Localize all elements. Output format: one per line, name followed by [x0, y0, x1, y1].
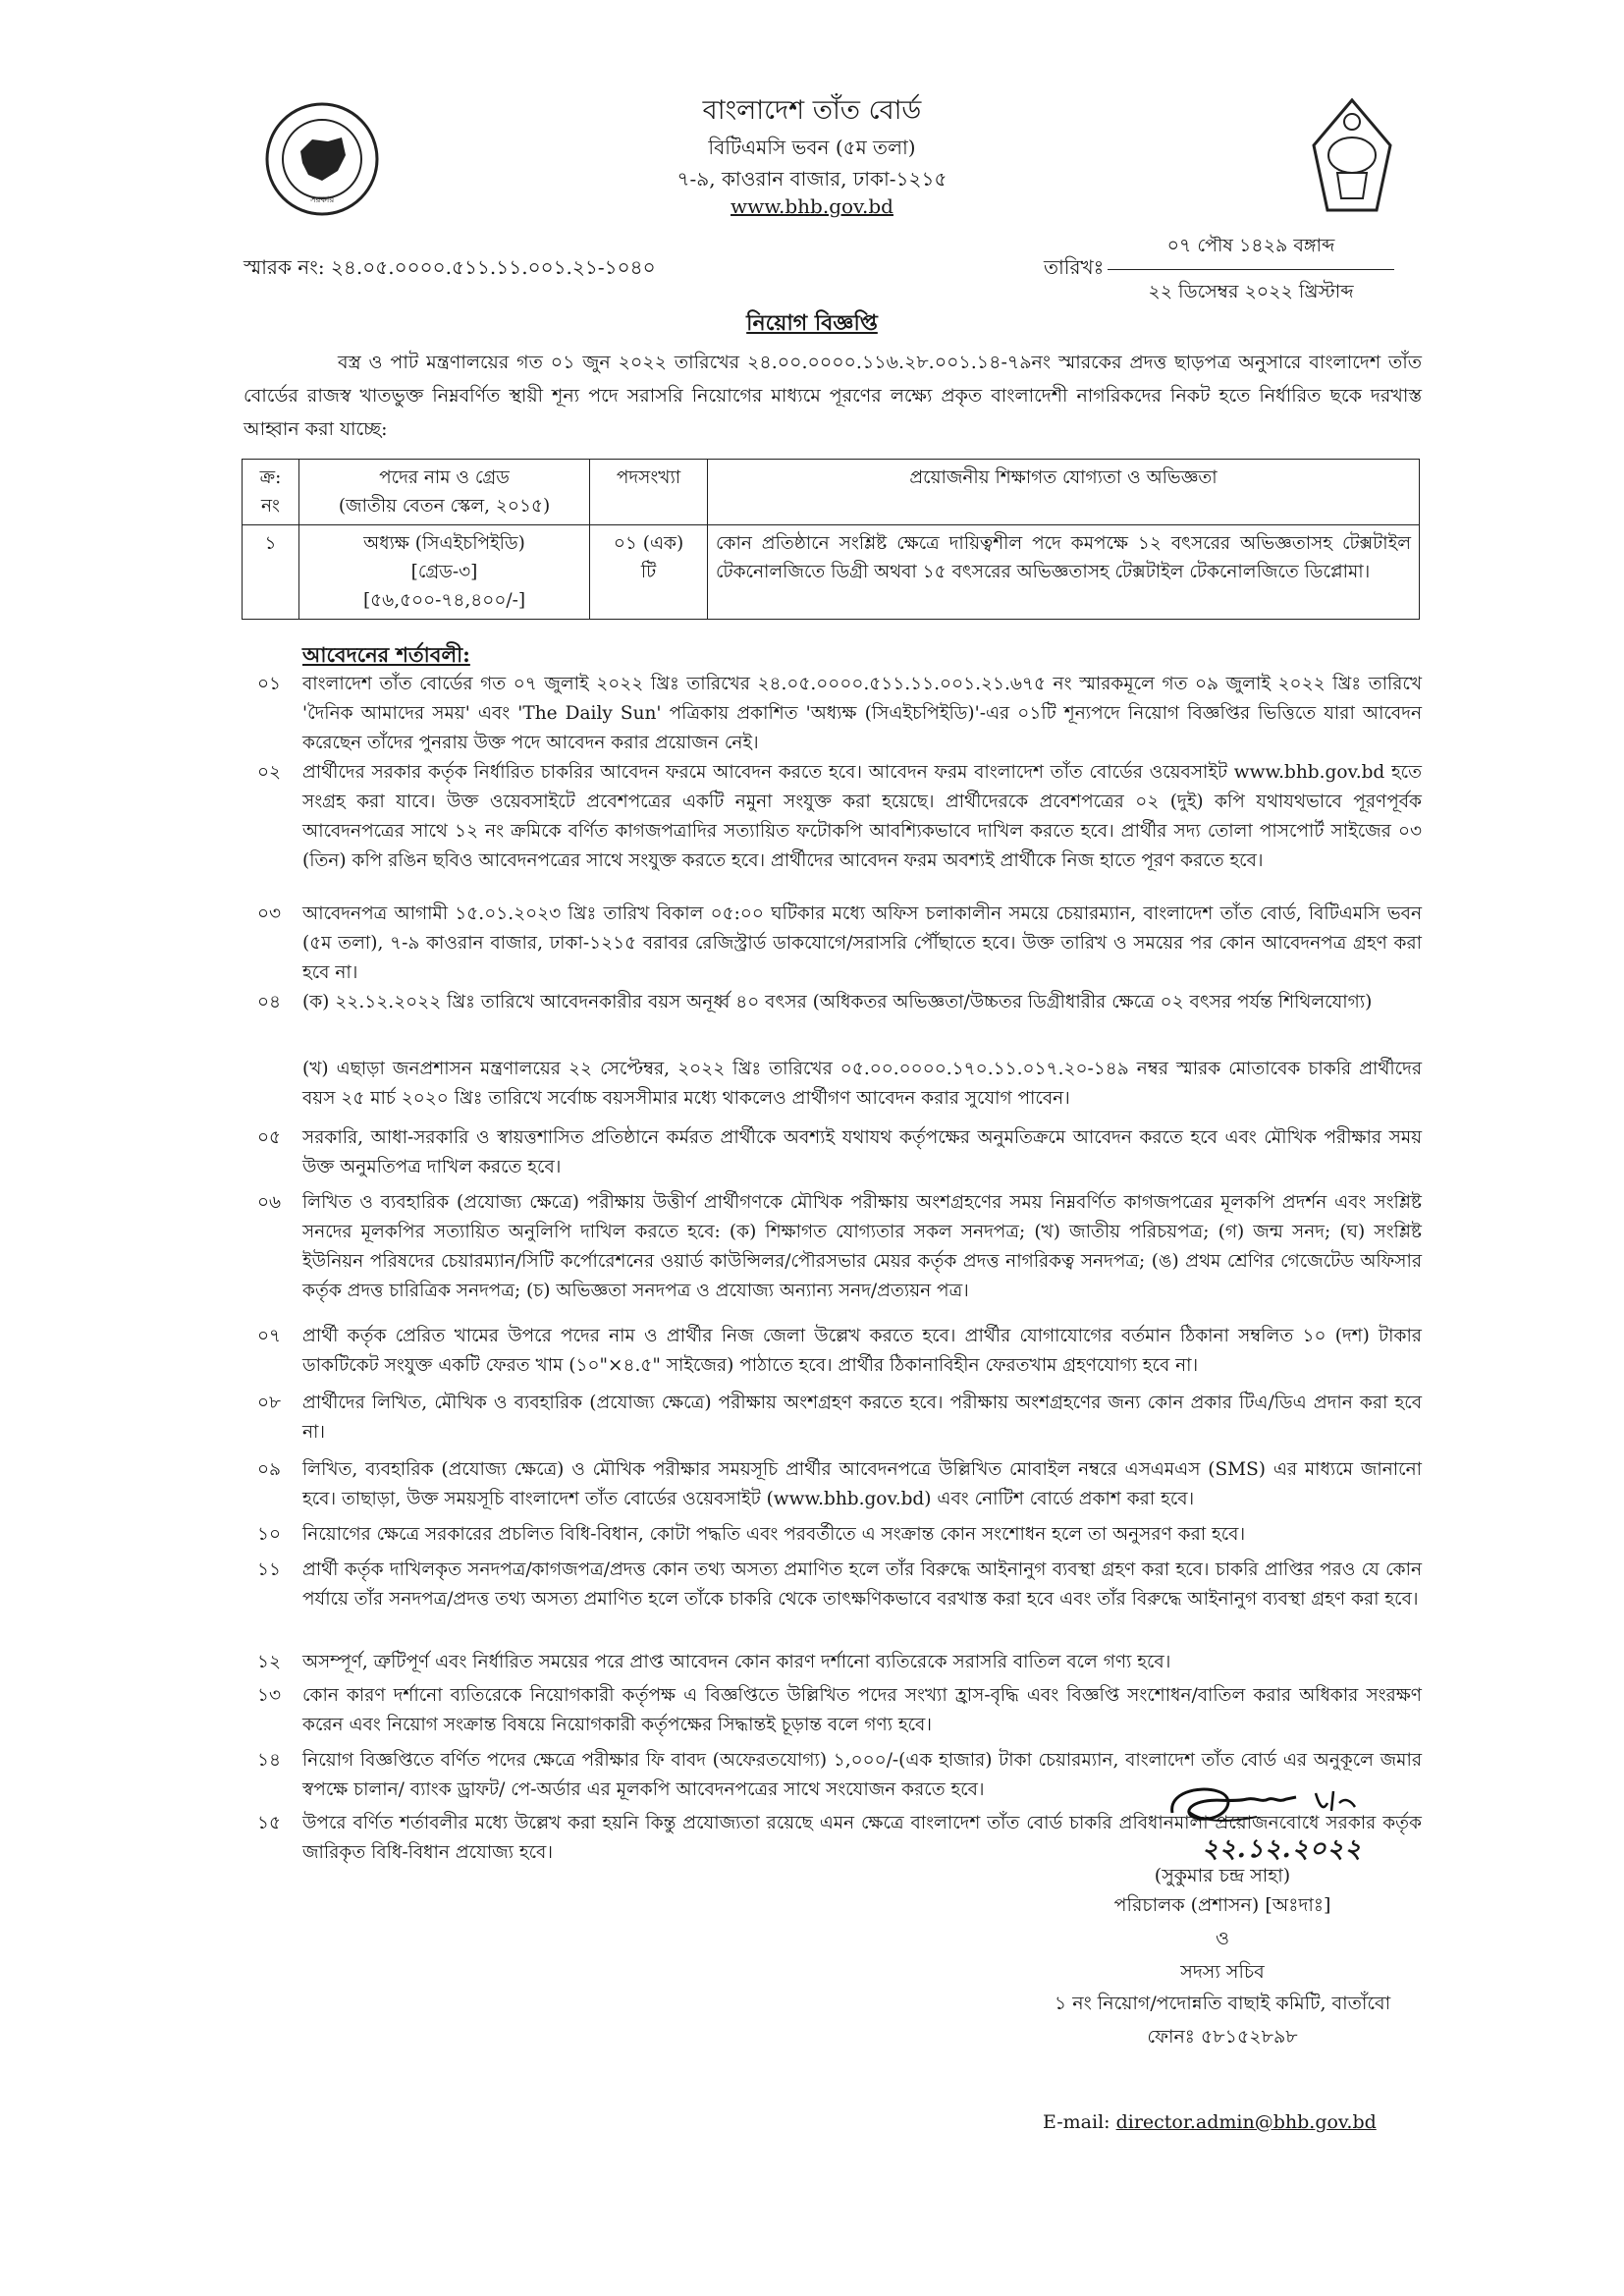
- board-emblem-icon: [1308, 96, 1396, 214]
- header-post: পদের নাম ও গ্রেড (জাতীয় বেতন স্কেল, ২০১৫): [299, 460, 590, 525]
- cell-serial: ১: [243, 525, 299, 620]
- email-link[interactable]: director.admin@bhb.gov.bd: [1115, 2111, 1377, 2133]
- header-qualification: প্রয়োজনীয় শিক্ষাগত যোগ্যতা ও অভিজ্ঞতা: [708, 460, 1420, 525]
- date-gregorian: ২২ ডিসেম্বর ২০২২ খ্রিস্টাব্দ: [1148, 281, 1354, 302]
- conjunction: ও: [1216, 1928, 1229, 1949]
- posts-table: [242, 459, 1420, 620]
- table-header-row: [243, 460, 1420, 525]
- date-bangla: ০৭ পৌষ ১৪২৯ বঙ্গাব্দ: [1108, 232, 1394, 270]
- cell-count: ০১ (এক) টি: [590, 525, 708, 620]
- government-seal-icon: [263, 100, 381, 218]
- conditions-title: আবেদনের শর্তাবলী:: [302, 642, 470, 667]
- signatory-name: (সুকুমার চন্দ্র সাহা): [1154, 1865, 1291, 1886]
- cell-post: অধ্যক্ষ (সিএইচপিইডি) [গ্রেড-৩] [৫৬,৫০০-৭৪,৪০০/-]: [299, 525, 590, 620]
- organization-name: বাংলাদেশ তাঁত বোর্ড: [702, 95, 922, 126]
- header-serial: ক্র: নং: [243, 460, 299, 525]
- memo-number: স্মারক নং: ২৪.০৫.০০০০.৫১১.১১.০০১.২১-১০৪০: [244, 255, 656, 279]
- phone-number: ফোনঃ ৫৮১৫২৮৯৮: [1147, 2026, 1298, 2048]
- email-line: [1043, 2111, 1377, 2133]
- date-block: [1108, 232, 1394, 309]
- svg-text:সরকার: সরকার: [309, 195, 335, 205]
- signatory-role: সদস্য সচিব: [1180, 1961, 1265, 1983]
- committee-name: ১ নং নিয়োগ/পদোন্নতি বাছাই কমিটি, বাতাঁবো: [1054, 1993, 1391, 2014]
- signature-date: ২২.১২.২০২২: [1202, 1834, 1363, 1864]
- table-row: [243, 525, 1420, 620]
- website-link[interactable]: www.bhb.gov.bd: [731, 194, 893, 218]
- building-name: বিটিএমসি ভবন (৫ম তলা): [708, 136, 916, 159]
- page-title: নিয়োগ বিজ্ঞপ্তি: [746, 310, 878, 336]
- address: ৭-৯, কাওরান বাজার, ঢাকা-১২১৫: [677, 167, 947, 191]
- cell-qualification: কোন প্রতিষ্ঠানে সংশ্লিষ্ট ক্ষেত্রে দায়িত্বশীল পদে কমপক্ষে ১২ বৎসরের অভিজ্ঞতাসহ টেক্সটাইল টেকনোলজিতে ডিগ্রী অথবা ১৫ বৎসরের অভিজ্ঞতাসহ টেক্সটাইল টেকনোলজিতে ডিপ্লোমা।: [708, 525, 1420, 620]
- email-label: E-mail:: [1043, 2111, 1110, 2133]
- header-count: পদসংখ্যা: [590, 460, 708, 525]
- signatory-designation: পরিচালক (প্রশাসন) [অঃদাঃ]: [1113, 1894, 1331, 1916]
- date-label: তারিখঃ: [1044, 255, 1105, 279]
- intro-paragraph: বস্ত্র ও পাট মন্ত্রণালয়ের গত ০১ জুন ২০২২ তারিখের ২৪.০০.০০০০.১১৬.২৮.০০১.১৪-৭৯নং স্মারকের প্রদত্ত ছাড়পত্র অনুসারে বাংলাদেশ তাঁত বোর্ডের রাজস্ব খাতভুক্ত নিম্নবর্ণিত স্থায়ী শূন্য পদে সরাসরি নিয়োগের মাধ্যমে পূরণের লক্ষ্যে প্রকৃত বাংলাদেশী নাগরিকদের নিকট হতে নির্ধারিত ছকে দরখাস্ত আহ্বান করা যাচ্ছে:: [244, 352, 1422, 440]
- notice-page: সরকার বাংলাদেশ তাঁত বোর্ড বিটিএমসি ভবন (৫ম তলা) ৭-৯, কাওরান বাজার, ঢাকা-১২১৫ www.bhb.gov.bd স্মারক নং: ২৪.০৫.০০০০.৫১১.১১.০০১.২১-১০৪০ তারিখঃ ০৭ পৌষ ১৪২৯ বঙ্গাব্দ ২২ ডিসেম্বর ২০২২ খ্রিস্টাব্দ নিয়োগ বিজ্ঞপ্তি বস্ত্র ও পাট মন্ত্রণালয়ের গত ০১ জুন ২০২২ তারিখের ২৪.০০.০০০০.১১৬.২৮.০০১.১৪-৭৯নং স্মারকের প্রদত্ত ছাড়পত্র অনুসারে বাংলাদেশ তাঁত বোর্ডের রাজস্ব খাতভুক্ত নিম্নবর্ণিত স্থায়ী শূন্য পদে সরাসরি নিয়োগের মাধ্যমে পূরণের লক্ষ্যে প্রকৃত বাংলাদেশী নাগরিকদের নিকট হতে নির্ধারিত ছকে দরখাস্ত আহ্বান করা যাচ্ছে: ক্র: নং পদের নাম ও গ্রেড (জাতীয় বেতন স্কেল, ২০১৫) পদসংখ্যা প্রয়োজনীয় শিক্ষাগত যোগ্যতা ও অভিজ্ঞতা ১ অধ্যক্ষ (সিএইচপিইডি) [গ্রেড-৩] [৫৬,৫০০-৭৪,৪০০/-] ০১ (এক) টি কোন প্রতিষ্ঠানে সংশ্লিষ্ট ক্ষেত্রে দায়িত্বশীল পদে কমপক্ষে ১২ বৎসরের অভিজ্ঞতাসহ টেক্সটাইল টেকনোলজিতে ডিগ্রী অথবা ১৫ বৎসরের অভিজ্ঞতাসহ টেক্সটাইল টেকনোলজিতে ডিপ্লোমা। আবেদনের শর্তাবলী: ০১ বাংলাদেশ তাঁত বোর্ডের গত ০৭ জুলাই ২০২২ খ্রিঃ তারিখের ২৪.০৫.০০০০.৫১১.১১.০০১.২১.৬৭৫ নং স্মারকমূলে গত ০৯ জুলাই ২০২২ খ্রিঃ তারিখে 'দৈনিক আমাদের সময়' এবং 'The Daily Sun' পত্রিকায় প্রকাশিত 'অধ্যক্ষ (সিএইচপিইডি)'-এর ০১টি শূন্যপদে নিয়োগ বিজ্ঞপ্তির ভিত্তিতে যারা আবেদন করেছেন তাঁদের পুনরায় উক্ত পদে আবেদন করার প্রয়োজন নেই। ০২ প্রার্থীদের সরকার কর্তৃক নির্ধারিত চাকরির আবেদন ফরমে আবেদন করতে হবে। আবেদন ফরম বাংলাদেশ তাঁত বোর্ডের ওয়েবসাইট www.bhb.gov.bd হতে সংগ্রহ করা যাবে। উক্ত ওয়েবসাইটে প্রবেশপত্রের একটি নমুনা সংযুক্ত করা হয়েছে। প্রার্থীদেরকে প্রবেশপত্রের ০২ (দুই) কপি যথাযথভাবে পূরণপূর্বক আবেদনপত্রের সাথে ১২ নং ক্রমিকে বর্ণিত কাগজপত্রাদির সত্যায়িত ফটোকপি আবশ্যিকভাবে দাখিল করতে হবে। প্রার্থীর সদ্য তোলা পাসপোর্ট সাইজের ০৩ (তিন) কপি রঙিন ছবিও আবেদনপত্রের সাথে সংযুক্ত করতে হবে। প্রার্থীদের আবেদন ফরম অবশ্যই প্রার্থীকে নিজ হাতে পূরণ করতে হবে। ০৩ আবেদনপত্র আগামী ১৫.০১.২০২৩ খ্রিঃ তারিখ বিকাল ০৫:০০ ঘটিকার মধ্যে অফিস চলাকালীন সময়ে চেয়ারম্যান, বাংলাদেশ তাঁত বোর্ড, বিটিএমসি ভবন (৫ম তলা), ৭-৯ কাওরান বাজার, ঢাকা-১২১৫ বরাবর রেজিস্ট্রার্ড ডাকযোগে/সরাসরি পৌঁছাতে হবে। উক্ত তারিখ ও সময়ের পর কোন আবেদনপত্র গ্রহণ করা হবে না। ০৪ (ক) ২২.১২.২০২২ খ্রিঃ তারিখে আবেদনকারীর বয়স অনূর্ধ্ব ৪০ বৎসর (অধিকতর অভিজ্ঞতা/উচ্চতর ডিগ্রীধারীর ক্ষেত্রে ০২ বৎসর পর্যন্ত শিথিলযোগ্য) (খ) এছাড়া জনপ্রশাসন মন্ত্রণালয়ের ২২ সেপ্টেম্বর, ২০২২ খ্রিঃ তারিখের ০৫.০০.০০০০.১৭০.১১.০১৭.২০-১৪৯ নম্বর স্মারক মোতাবেক চাকরি প্রার্থীদের বয়স ২৫ মার্চ ২০২০ খ্রিঃ তারিখে সর্বোচ্চ বয়সসীমার মধ্যে থাকলেও প্রার্থীগণ আবেদন করার সুযোগ পাবেন। ০৫ সরকারি, আধা-সরকারি ও স্বায়ত্তশাসিত প্রতিষ্ঠানে কর্মরত প্রার্থীকে অবশ্যই যথাযথ কর্তৃপক্ষের অনুমতিক্রমে আবেদন করতে হবে এবং মৌখিক পরীক্ষার সময় উক্ত অনুমতিপত্র দাখিল করতে হবে। ০৬ লিখিত ও ব্যবহারিক (প্রযোজ্য ক্ষেত্রে) পরীক্ষায় উত্তীর্ণ প্রার্থীগণকে মৌখিক পরীক্ষায় অংশগ্রহণের সময় নিম্নবর্ণিত কাগজপত্রের মূলকপি প্রদর্শন এবং সংশ্লিষ্ট সনদের মূলকপির সত্যায়িত অনুলিপি দাখিল করতে হবে: (ক) শিক্ষাগত যোগ্যতার সকল সনদপত্র; (খ) জাতীয় পরিচয়পত্র; (গ) জন্ম সনদ; (ঘ) সংশ্লিষ্ট ইউনিয়ন পরিষদের চেয়ারম্যান/সিটি কর্পোরেশনের ওয়ার্ড কাউন্সিলর/পৌরসভার মেয়র কর্তৃক প্রদত্ত নাগরিকত্ব সনদপত্র; (ঙ) প্রথম শ্রেণির গেজেটেড অফিসার কর্তৃক প্রদত্ত চারিত্রিক সনদপত্র; (চ) অভিজ্ঞতা সনদপত্র ও প্রযোজ্য অন্যান্য সনদ/প্রত্যয়ন পত্র। ০৭ প্রার্থী কর্তৃক প্রেরিত খামের উপরে পদের নাম ও প্রার্থীর নিজ জেলা উল্লেখ করতে হবে। প্রার্থীর যোগাযোগের বর্তমান ঠিকানা সম্বলিত ১০ (দশ) টাকার ডাকটিকেট সংযুক্ত একটি ফেরত খাম (১০"×৪.৫" সাইজের) পাঠাতে হবে। প্রার্থীর ঠিকানাবিহীন ফেরতখাম গ্রহণযোগ্য হবে না। ০৮ প্রার্থীদের লিখিত, মৌখিক ও ব্যবহারিক (প্রযোজ্য ক্ষেত্রে) পরীক্ষায় অংশগ্রহণ করতে হবে। পরীক্ষায় অংশগ্রহণের জন্য কোন প্রকার টিএ/ডিএ প্রদান করা হবে না। ০৯ লিখিত, ব্যবহারিক (প্রযোজ্য ক্ষেত্রে) ও মৌখিক পরীক্ষার সময়সূচি প্রার্থীর আবেদনপত্রে উল্লিখিত মোবাইল নম্বরে এসএমএস (SMS) এর মাধ্যমে জানানো হবে। তাছাড়া, উক্ত সময়সূচি বাংলাদেশ তাঁত বোর্ডের ওয়েবসাইট (www.bhb.gov.bd) এবং নোটিশ বোর্ডে প্রকাশ করা হবে। ১০ নিয়োগের ক্ষেত্রে সরকারের প্রচলিত বিধি-বিধান, কোটা পদ্ধতি এবং পরবর্তীতে এ সংক্রান্ত কোন সংশোধন হলে তা অনুসরণ করা হবে। ১১ প্রার্থী কর্তৃক দাখিলকৃত সনদপত্র/কাগজপত্র/প্রদত্ত কোন তথ্য অসত্য প্রমাণিত হলে তাঁর বিরুদ্ধে আইনানুগ ব্যবস্থা গ্রহণ করা হবে। চাকরি প্রাপ্তির পরও যে কোন পর্যায়ে তাঁর সনদপত্র/প্রদত্ত তথ্য অসত্য প্রমাণিত হলে তাঁকে চাকরি থেকে তাৎক্ষণিকভাবে বরখাস্ত করা হবে এবং তাঁর বিরুদ্ধে আইনানুগ ব্যবস্থা গ্রহণ করা হবে। ১২ অসম্পূর্ণ, ত্রুটিপূর্ণ এবং নির্ধারিত সময়ের পরে প্রাপ্ত আবেদন কোন কারণ দর্শানো ব্যতিরেকে সরাসরি বাতিল বলে গণ্য হবে। ১৩ কোন কারণ দর্শানো ব্যতিরেকে নিয়োগকারী কর্তৃপক্ষ এ বিজ্ঞপ্তিতে উল্লিখিত পদের সংখ্যা হ্রাস-বৃদ্ধি এবং বিজ্ঞপ্তি সংশোধন/বাতিল করার অধিকার সংরক্ষণ করেন এবং নিয়োগ সংক্রান্ত বিষয়ে নিয়োগকারী কর্তৃপক্ষের সিদ্ধান্তই চূড়ান্ত বলে গণ্য হবে। ১৪ নিয়োগ বিজ্ঞপ্তিতে বর্ণিত পদের ক্ষেত্রে পরীক্ষার ফি বাবদ (অফেরতযোগ্য) ১,০০০/-(এক হাজার) টাকা চেয়ারম্যান, বাংলাদেশ তাঁত বোর্ড এর অনুকূলে জমার স্বপক্ষে চালান/ ব্যাংক ড্রাফট/ পে-অর্ডার এর মূলকপি আবেদনপত্রের সাথে সংযোজন করতে হবে। ১৫ উপরে বর্ণিত শর্তাবলীর মধ্যে উল্লেখ করা হয়নি কিন্তু প্রযোজ্যতা রয়েছে এমন ক্ষেত্রে বাংলাদেশ তাঁত বোর্ড চাকরি প্রবিধানমালা প্রয়োজনবোধে সরকার কর্তৃক জারিকৃত বিধি-বিধান প্রযোজ্য হবে। ২২.১২.২০২২ (সুকুমার চন্দ্র সাহা) পরিচালক (প্রশাসন) [অঃদাঃ] ও সদস্য সচিব ১ নং নিয়োগ/পদোন্নতি বাছাই কমিটি, বাতাঁবো ফোনঃ ৫৮১৫২৮৯৮ E-mail: director.admin@bhb.gov.bd: [0, 0, 1624, 2296]
